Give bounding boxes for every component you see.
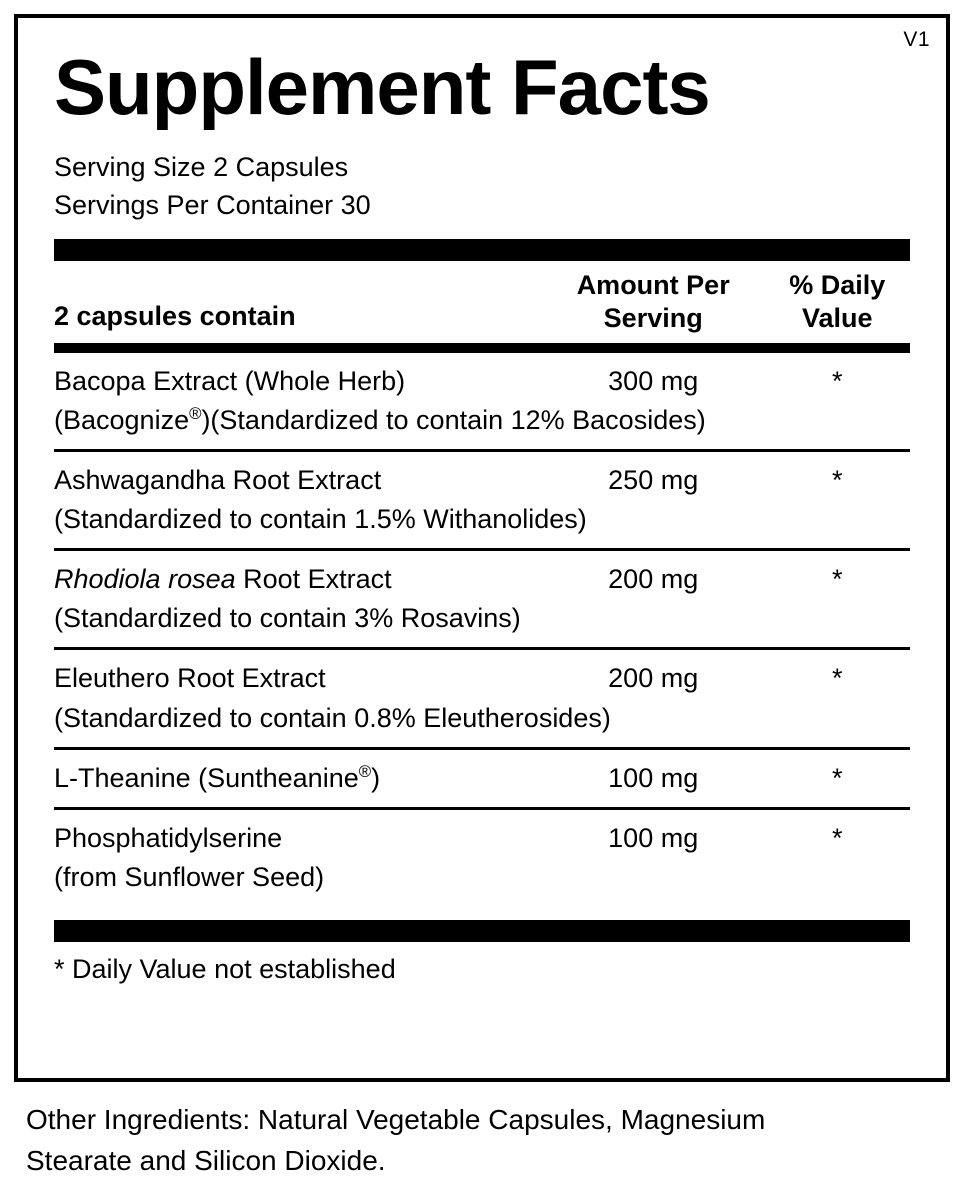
table-header-row <box>54 261 910 343</box>
ingredient-amount: 200 mg <box>608 564 699 595</box>
other-ingredients <box>26 1100 936 1181</box>
registered-trademark-icon: ® <box>189 403 202 423</box>
supplement-facts-panel <box>14 14 950 1082</box>
ingredient-name <box>54 551 542 647</box>
ingredient-name-sub: (Standardized to contain 1.5% Withanolides) <box>54 503 587 534</box>
ingredient-name <box>54 750 542 807</box>
ingredient-name-sub: (from Sunflower Seed) <box>54 861 325 892</box>
ingredient-amount: 250 mg <box>608 464 699 495</box>
ingredient-name-main: Bacopa Extract (Whole Herb) <box>54 365 406 396</box>
page-title: Supplement Facts <box>54 43 710 131</box>
other-ingredients-line-2: Stearate and Silicon Dioxide. <box>26 1144 386 1176</box>
ingredient-dv: * <box>831 365 843 396</box>
header-col-amount <box>542 261 765 343</box>
header-dv-line2: Value <box>801 302 873 333</box>
ingredient-name-main <box>54 763 380 793</box>
header-col-daily-value <box>764 261 910 343</box>
ingredient-name-main: Eleuthero Root Extract <box>54 663 326 694</box>
header-amount-line2: Serving <box>603 302 703 333</box>
ingredient-name-rest: Root Extract <box>235 564 392 595</box>
ingredient-name-sub <box>54 405 706 435</box>
header-amount-line1: Amount Per <box>576 269 730 300</box>
ingredient-dv: * <box>831 464 843 495</box>
theanine-label: L-Theanine (Suntheanine <box>54 762 359 793</box>
divider-mid-header <box>54 343 910 353</box>
ingredient-name <box>54 810 542 906</box>
ingredient-amount: 100 mg <box>608 822 699 853</box>
supplement-facts-table <box>54 261 910 343</box>
ingredient-table-5 <box>54 750 910 807</box>
table-row <box>54 650 910 746</box>
divider-thick-top <box>54 239 910 261</box>
ingredient-name <box>54 650 611 746</box>
version-label: V1 <box>903 28 930 51</box>
ingredient-amount: 100 mg <box>608 762 699 793</box>
ingredient-botanical-name: Rhodiola rosea <box>54 564 236 595</box>
bacognize-label: (Bacognize <box>54 404 190 435</box>
divider-thick-bottom <box>54 920 910 942</box>
ingredient-name-sub: (Standardized to contain 3% Rosavins) <box>54 603 521 634</box>
servings-per-container: Servings Per Container 30 <box>54 190 371 221</box>
daily-value-footnote: * Daily Value not established <box>54 954 396 985</box>
theanine-suffix: ) <box>371 762 381 793</box>
registered-trademark-icon: ® <box>358 761 372 781</box>
ingredient-name <box>54 452 587 548</box>
ingredient-table-1 <box>54 353 910 449</box>
ingredient-table-3 <box>54 551 910 647</box>
ingredient-dv: * <box>831 822 843 853</box>
ingredient-table-6 <box>54 810 910 906</box>
ingredient-name-main <box>54 564 392 594</box>
ingredient-dv: * <box>831 762 843 793</box>
header-col-contains: 2 capsules contain <box>54 300 296 331</box>
table-row <box>54 353 910 449</box>
ingredient-amount: 300 mg <box>608 365 699 396</box>
ingredient-table-2 <box>54 452 910 548</box>
serving-info <box>18 126 946 225</box>
ingredient-name-main: Ashwagandha Root Extract <box>54 464 382 495</box>
ingredient-dv: * <box>831 663 843 694</box>
bacognize-standardization: )(Standardized to contain 12% Bacosides) <box>201 404 706 435</box>
ingredient-table-4 <box>54 650 910 746</box>
ingredient-name-main: Phosphatidylserine <box>54 822 283 853</box>
table-row <box>54 810 910 906</box>
table-row <box>54 452 910 548</box>
ingredient-name-sub: (Standardized to contain 0.8% Eleutherosides) <box>54 702 611 733</box>
ingredient-amount: 200 mg <box>608 663 699 694</box>
table-row <box>54 750 910 807</box>
header-dv-line1: % Daily <box>789 269 886 300</box>
ingredient-dv: * <box>831 564 843 595</box>
table-row <box>54 551 910 647</box>
serving-size: Serving Size 2 Capsules <box>54 152 349 182</box>
other-ingredients-line-1: Other Ingredients: Natural Vegetable Capsules, Magnesium <box>26 1104 766 1135</box>
